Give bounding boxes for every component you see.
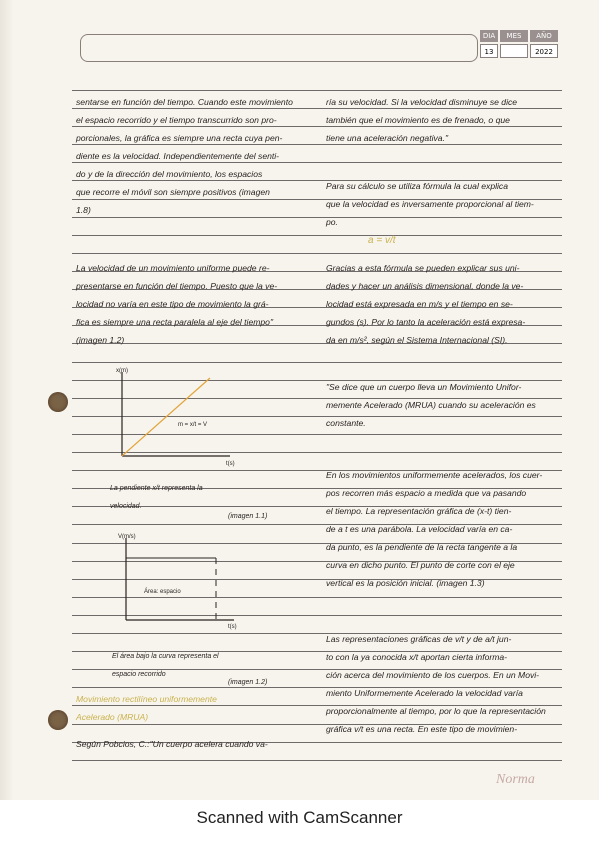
norma-logo: Norma: [496, 772, 535, 787]
graph1-line-label: m = x/t = V: [178, 422, 208, 428]
graph1-caption: La pendiente x/t representa la velocidad.: [110, 485, 203, 510]
binder-hole-top: [48, 392, 68, 412]
date-value-year: 2022: [530, 44, 558, 58]
page-binding-edge: [0, 0, 14, 800]
right-paragraph-3: Gracias a esta fórmula se pueden explicar sus uni- dades y hacer un análisis dimensional, donde la ve- locidad está expresada en m/s y el tiempo en se- gundos (s). Por lo tanto la aceleración está expresa- da en m/s², según el Sistema Internacional (SI).: [326, 263, 526, 345]
left-paragraph-2: La velocidad de un movimiento uniforme puede re- presentarse en función del tiempo. Puesto que la ve- locidad no varía en este tipo de movimiento la grá- fica es siempre una recta paralela al eje del tiempo" (imagen 1.2): [76, 263, 278, 345]
right-paragraph-5: En los movimientos uniformemente acelerados, los cuer- pos recorren más espacio a medida que va pasando el tiempo. La representación gráfica de (x-t) tien- de a t es una parábola. La velocidad varía en ca- da punto, es la pendiente de la recta tangente a la curva en dicho punto. El punto de corte con el eje vertical es la posición inicial. (imagen 1.3): [326, 470, 543, 588]
graph2-caption: El área bajo la curva representa el espacio recorrido: [112, 653, 219, 678]
section-heading-mrua: Movimiento rectilíneo uniformemente Acelerado (MRUA): [76, 694, 217, 722]
graph2-ref: (imagen 1.2): [228, 679, 268, 686]
date-value-day: 13: [480, 44, 498, 58]
date-value-month: [500, 44, 528, 58]
graph1-x-label: t(s): [226, 461, 235, 467]
graph1-ref: (imagen 1.1): [228, 513, 268, 520]
graph-position-time: [100, 364, 250, 470]
ruled-line: [72, 235, 562, 236]
graph2-y-label: V(m/s): [118, 534, 136, 540]
scanner-watermark: Scanned with CamScanner: [196, 808, 403, 827]
right-paragraph-6: Las representaciones gráficas de v/t y de a/t jun- to con la ya conocida x/t aportan cierta informa- ción acerca del movimiento de los cuerpos. En un Movi- miento Uniformemente Acelerado la velocidad varía proporcionalmente al tiempo, por lo que la representación gráfica v/t es una recta. En este tipo de movimien-: [326, 634, 546, 734]
date-label-year: AÑO: [530, 30, 558, 42]
ruled-line: [72, 362, 562, 363]
header-title-box: [80, 34, 478, 62]
right-paragraph-2: Para su cálculo se utiliza fórmula la cual explica que la velocidad es inversamente proporcional al tiem- po.: [326, 181, 534, 227]
right-paragraph-1: ría su velocidad. Si la velocidad disminuye se dice también que el movimiento es de frenado, o que tiene una aceleración negativa.": [326, 97, 518, 143]
ruled-line: [72, 760, 562, 761]
right-paragraph-4: "Se dice que un cuerpo lleva un Movimiento Unifor- memente Acelerado (MRUA) cuando su aceleración es constante.: [326, 382, 536, 428]
acceleration-formula: a = v/t: [368, 235, 396, 246]
date-label-day: DIA: [480, 30, 498, 42]
left-paragraph-1: sentarse en función del tiempo. Cuando este movimiento el espacio recorrido y el tiempo transcurrido son pro- porcionales, la gráfica es siempre una recta cuya pen- diente es la velocidad. Independientemente del senti- do y de la dirección del movimiento, los espacios que recorre el móvil son siempre positivos (imagen 1.8): [76, 97, 293, 215]
ruled-line: [72, 90, 562, 91]
graph2-area-label: Área: espacio: [144, 589, 181, 595]
graph2-x-label: t(s): [228, 624, 237, 630]
date-box: [480, 30, 558, 60]
graph-velocity-time: [104, 530, 254, 630]
ruled-line: [72, 253, 562, 254]
binder-hole-bottom: [48, 710, 68, 730]
date-label-month: MES: [500, 30, 528, 42]
graph1-y-label: x(m): [116, 368, 128, 374]
graph1-line: [122, 378, 210, 456]
left-paragraph-3: Según Pobcios, C.:"Un cuerpo acelera cuando va-: [76, 739, 268, 749]
